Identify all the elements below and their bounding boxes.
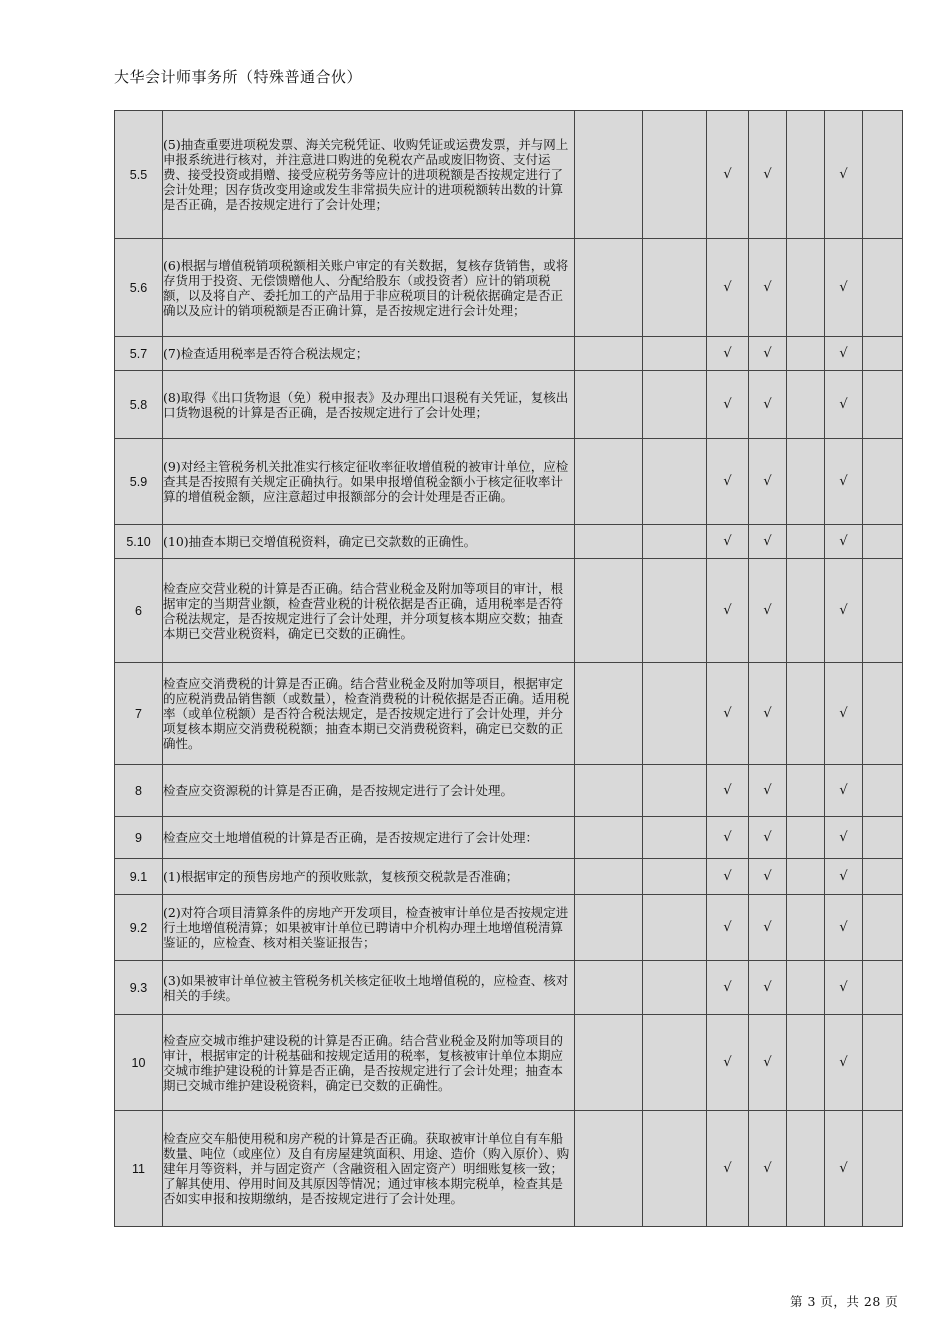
check-mark: √ [707,371,749,439]
check-mark: √ [749,525,787,559]
executor-cell [643,559,707,663]
index-cell [575,239,643,337]
check-mark: √ [707,439,749,525]
table-row [115,1111,903,1227]
index-cell [575,961,643,1015]
empty-cell [863,371,903,439]
empty-cell [863,1111,903,1227]
check-mark: √ [749,371,787,439]
check-mark: √ [707,559,749,663]
index-cell [575,859,643,895]
empty-cell [787,439,825,525]
table-row [115,559,903,663]
executor-cell [643,859,707,895]
audit-procedure-table [114,110,903,1227]
empty-cell [787,1111,825,1227]
check-mark: √ [825,559,863,663]
check-mark: √ [825,859,863,895]
check-mark: √ [825,439,863,525]
executor-cell [643,439,707,525]
empty-cell [787,111,825,239]
executor-cell [643,239,707,337]
executor-cell [643,817,707,859]
check-mark: √ [749,859,787,895]
table-row [115,239,903,337]
empty-cell [863,111,903,239]
check-mark: √ [825,765,863,817]
row-number: 11 [115,1111,163,1227]
empty-cell [787,663,825,765]
index-cell [575,817,643,859]
procedure-text: (8)取得《出口货物退（免）税申报表》及办理出口退税有关凭证，复核出口货物退税的计算是否正确，是否按规定进行了会计处理； [163,371,575,439]
empty-cell [863,1015,903,1111]
row-number: 6 [115,559,163,663]
row-number: 7 [115,663,163,765]
row-number: 5.10 [115,525,163,559]
procedure-text: (5)抽查重要进项税发票、海关完税凭证、收购凭证或运费发票，并与网上申报系统进行核对，并注意进口购进的免税农产品或废旧物资、支付运费、接受投资或捐赠、接受应税劳务等应计的进项税额是否按规定进行了会计处理；因存货改变用途或发生非常损失应计的进项税额转出数的计算是否正确，是否按规定进行了会计处理； [163,111,575,239]
row-number: 9.2 [115,895,163,961]
executor-cell [643,961,707,1015]
empty-cell [863,239,903,337]
procedure-text: 检查应交营业税的计算是否正确。结合营业税金及附加等项目的审计，根据审定的当期营业额，检查营业税的计税依据是否正确，适用税率是否符合税法规定，是否按规定进行了会计处理，并分项复核本期应交数；抽查本期已交营业税资料，确定已交数的正确性。 [163,559,575,663]
procedure-text: 检查应交资源税的计算是否正确，是否按规定进行了会计处理。 [163,765,575,817]
check-mark: √ [825,1111,863,1227]
empty-cell [787,1015,825,1111]
check-mark: √ [707,337,749,371]
executor-cell [643,1111,707,1227]
check-mark: √ [749,765,787,817]
check-mark: √ [825,111,863,239]
empty-cell [787,337,825,371]
check-mark: √ [825,817,863,859]
row-number: 9 [115,817,163,859]
index-cell [575,439,643,525]
check-mark: √ [707,239,749,337]
procedure-text: 检查应交土地增值税的计算是否正确，是否按规定进行了会计处理： [163,817,575,859]
check-mark: √ [825,239,863,337]
check-mark: √ [749,1111,787,1227]
table-row [115,859,903,895]
executor-cell [643,1015,707,1111]
table-row [115,1015,903,1111]
empty-cell [787,961,825,1015]
table-row [115,371,903,439]
check-mark: √ [825,895,863,961]
empty-cell [863,859,903,895]
procedure-text: (3)如果被审计单位被主管税务机关核定征收土地增值税的，应检查、核对相关的手续。 [163,961,575,1015]
check-mark: √ [749,817,787,859]
check-mark: √ [707,895,749,961]
check-mark: √ [749,1015,787,1111]
index-cell [575,895,643,961]
procedure-text: (1)根据审定的预售房地产的预收账款，复核预交税款是否准确； [163,859,575,895]
check-mark: √ [749,111,787,239]
executor-cell [643,663,707,765]
index-cell [575,559,643,663]
table-row [115,765,903,817]
procedure-text: 检查应交消费税的计算是否正确。结合营业税金及附加等项目，根据审定的应税消费品销售额（或数量），检查消费税的计税依据是否正确。适用税率（或单位税额）是否符合税法规定，是否按规定进行了会计处理，并分项复核本期应交消费税税额；抽查本期已交消费税资料，确定已交数的正确性。 [163,663,575,765]
check-mark: √ [749,895,787,961]
empty-cell [787,239,825,337]
procedure-text: (9)对经主管税务机关批准实行核定征收率征收增值税的被审计单位，应检查其是否按照有关规定正确执行。如果申报增值税金额小于核定征收率计算的增值税金额，应注意超过申报额部分的会计处理是否正确。 [163,439,575,525]
check-mark: √ [825,525,863,559]
check-mark: √ [825,337,863,371]
check-mark: √ [749,239,787,337]
check-mark: √ [707,765,749,817]
check-mark: √ [707,817,749,859]
table-row [115,895,903,961]
empty-cell [863,817,903,859]
check-mark: √ [707,525,749,559]
empty-cell [863,663,903,765]
procedure-text: (2)对符合项目清算条件的房地产开发项目，检查被审计单位是否按规定进行土地增值税清算；如果被审计单位已聘请中介机构办理土地增值税清算鉴证的，应检查、核对相关鉴证报告； [163,895,575,961]
row-number: 5.7 [115,337,163,371]
empty-cell [863,559,903,663]
check-mark: √ [825,1015,863,1111]
table-body [115,111,903,1227]
procedure-text: 检查应交城市维护建设税的计算是否正确。结合营业税金及附加等项目的审计，根据审定的计税基础和按规定适用的税率，复核被审计单位本期应交城市维护建设税的计算是否正确，是否按规定进行了会计处理；抽查本期已交城市维护建设税资料，确定已交数的正确性。 [163,1015,575,1111]
check-mark: √ [707,111,749,239]
check-mark: √ [749,961,787,1015]
index-cell [575,371,643,439]
executor-cell [643,337,707,371]
table-row [115,817,903,859]
empty-cell [863,961,903,1015]
index-cell [575,1015,643,1111]
row-number: 10 [115,1015,163,1111]
index-cell [575,525,643,559]
procedure-text: (10)抽查本期已交增值税资料，确定已交款数的正确性。 [163,525,575,559]
check-mark: √ [825,961,863,1015]
firm-name-header: 大华会计师事务所（特殊普通合伙） [114,68,363,86]
row-number: 8 [115,765,163,817]
check-mark: √ [707,961,749,1015]
row-number: 5.9 [115,439,163,525]
table-row [115,111,903,239]
table-row [115,961,903,1015]
empty-cell [863,439,903,525]
check-mark: √ [749,663,787,765]
executor-cell [643,111,707,239]
index-cell [575,663,643,765]
empty-cell [787,859,825,895]
check-mark: √ [749,439,787,525]
executor-cell [643,765,707,817]
check-mark: √ [749,559,787,663]
check-mark: √ [825,371,863,439]
check-mark: √ [707,1111,749,1227]
executor-cell [643,525,707,559]
procedure-text: (6)根据与增值税销项税额相关账户审定的有关数据，复核存货销售，或将存货用于投资、无偿馈赠他人、分配给股东（或投资者）应计的销项税额，以及将自产、委托加工的产品用于非应税项目的计税依据确定是否正确以及应计的销项税额是否正确计算，是否按规定进行会计处理； [163,239,575,337]
empty-cell [863,525,903,559]
check-mark: √ [707,859,749,895]
empty-cell [787,559,825,663]
check-mark: √ [707,1015,749,1111]
row-number: 5.5 [115,111,163,239]
empty-cell [863,765,903,817]
empty-cell [787,765,825,817]
index-cell [575,337,643,371]
row-number: 9.3 [115,961,163,1015]
row-number: 5.6 [115,239,163,337]
procedure-text: 检查应交车船使用税和房产税的计算是否正确。获取被审计单位自有车船数量、吨位（或座位）及自有房屋建筑面积、用途、造价（购入原价）、购建年月等资料，并与固定资产（含融资租入固定资产）明细账复核一致；了解其使用、停用时间及其原因等情况；通过审核本期完税单，检查其是否如实申报和按期缴纳，是否按规定进行了会计处理。 [163,1111,575,1227]
table-row [115,525,903,559]
index-cell [575,765,643,817]
check-mark: √ [749,337,787,371]
index-cell [575,1111,643,1227]
empty-cell [787,817,825,859]
empty-cell [787,895,825,961]
row-number: 9.1 [115,859,163,895]
table-row [115,439,903,525]
executor-cell [643,895,707,961]
index-cell [575,111,643,239]
empty-cell [787,371,825,439]
executor-cell [643,371,707,439]
procedure-text: (7)检查适用税率是否符合税法规定； [163,337,575,371]
empty-cell [863,895,903,961]
row-number: 5.8 [115,371,163,439]
table-row [115,663,903,765]
check-mark: √ [707,663,749,765]
page-number: 第 3 页，共 28 页 [790,1294,899,1309]
empty-cell [787,525,825,559]
empty-cell [863,337,903,371]
check-mark: √ [825,663,863,765]
table-row [115,337,903,371]
